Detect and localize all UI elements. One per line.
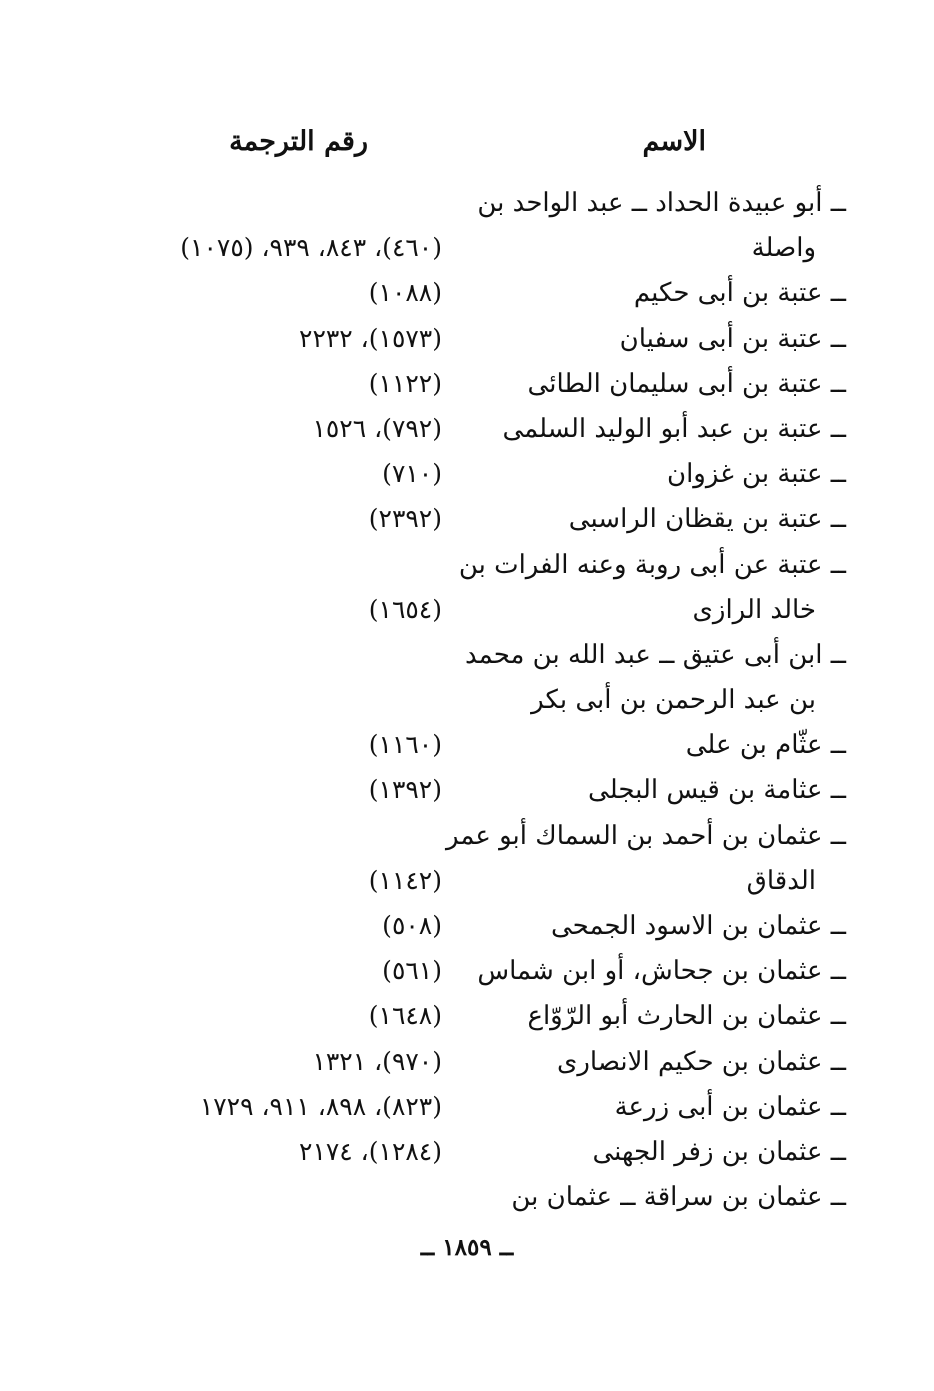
index-line [0, 362, 934, 407]
entry-numbers: (١١٦٠) [368, 730, 442, 760]
index-line [0, 181, 934, 226]
entry-numbers: (١٦٥٤) [368, 594, 442, 624]
entry-numbers: (١٢٨٤)، ٢١٧٤ [299, 1136, 442, 1166]
index-line [0, 1175, 934, 1220]
index-line [0, 678, 934, 723]
index-line [0, 588, 934, 633]
entry-numbers: (٢٣٩٢) [368, 504, 442, 534]
entry-name-continuation: بن عبد الرحمن بن أبى بكر [531, 685, 816, 716]
entry-name: ــ عتبة بن أبى سفيان [619, 323, 846, 354]
entry-name: ــ عتبة بن عبد أبو الوليد السلمى [502, 413, 846, 444]
index-line [0, 768, 934, 813]
entry-name: ــ عثمان بن الحارث أبو الرّوّاع [527, 1001, 846, 1032]
entry-name: ــ عثمان بن سراقة ــ عثمان بن [511, 1182, 846, 1213]
entry-name: ــ عتبة بن أبى سليمان الطائى [527, 368, 846, 399]
entry-numbers: (٩٧٠)، ١٣٢١ [312, 1046, 442, 1076]
column-headers [0, 126, 934, 166]
entry-numbers: (١٣٩٢) [368, 775, 442, 805]
number-column-header: رقم الترجمة [229, 126, 368, 157]
entry-numbers: (٥٠٨) [382, 911, 442, 940]
index-line [0, 633, 934, 678]
entry-name-continuation: الدقاق [746, 865, 816, 896]
entry-name: ــ عثمان بن الاسود الجمحى [551, 911, 846, 941]
index-line [0, 271, 934, 316]
entry-name: ــ ابن أبى عتيق ــ عبد الله بن محمد [465, 639, 846, 670]
index-line [0, 1040, 934, 1085]
entry-name: ــ عثمان بن أبى زرعة [614, 1091, 846, 1122]
entry-name: ــ عتبة بن يقظان الراسبى [568, 504, 846, 535]
entry-numbers: (١١٤٢) [368, 865, 442, 895]
entry-numbers: (١٠٨٨) [368, 278, 442, 308]
entry-numbers: (٤٦٠)، ٨٤٣، ٩٣٩، (١٠٧٥) [180, 233, 442, 263]
entry-numbers: (١١٢٢) [368, 368, 442, 398]
index-line [0, 949, 934, 994]
index-line [0, 994, 934, 1039]
entry-numbers: (٧١٠) [382, 459, 442, 489]
index-line [0, 904, 934, 949]
entry-name-continuation: واصلة [751, 233, 816, 264]
index-line [0, 543, 934, 588]
name-column-header: الاسم [642, 126, 706, 157]
entry-name-continuation: خالد الرازى [692, 594, 816, 625]
index-line [0, 317, 934, 362]
index-line [0, 226, 934, 271]
entry-numbers: (١٥٧٣)، ٢٢٣٢ [299, 323, 442, 353]
entry-numbers: (٥٦١) [382, 956, 442, 986]
entry-name: ــ عثامة بن قيس البجلى [588, 775, 846, 806]
index-line [0, 1130, 934, 1175]
entry-numbers: (١٦٤٨) [368, 1001, 442, 1031]
entry-name: ــ أبو عبيدة الحداد ــ عبد الواحد بن [477, 188, 846, 218]
page-number: ــ ١٨٥٩ ــ [420, 1234, 514, 1261]
entry-name: ــ عثمان بن أحمد بن السماك أبو عمر [445, 820, 846, 851]
entry-name: ــ عثمان بن جحاش، أو ابن شماس [477, 956, 846, 987]
entry-name: ــ عثّام بن على [685, 730, 846, 761]
entry-name: ــ عثمان بن حكيم الانصارى [557, 1046, 846, 1077]
index-line [0, 1085, 934, 1130]
index-line [0, 723, 934, 768]
entry-numbers: (٨٢٣)، ٨٩٨، ٩١١، ١٧٢٩ [199, 1091, 442, 1121]
entry-name: ــ عتبة عن أبى روبة وعنه الفرات بن [458, 549, 846, 580]
index-line [0, 407, 934, 452]
index-line [0, 859, 934, 904]
index-line [0, 452, 934, 497]
entry-numbers: (٧٩٢)، ١٥٢٦ [312, 413, 442, 443]
entry-name: ــ عتبة بن أبى حكيم [633, 278, 846, 309]
entry-name: ــ عتبة بن غزوان [666, 459, 846, 490]
index-line [0, 814, 934, 859]
index-line [0, 497, 934, 542]
index-entries [0, 181, 934, 1220]
entry-name: ــ عثمان بن زفر الجهنى [592, 1136, 846, 1167]
